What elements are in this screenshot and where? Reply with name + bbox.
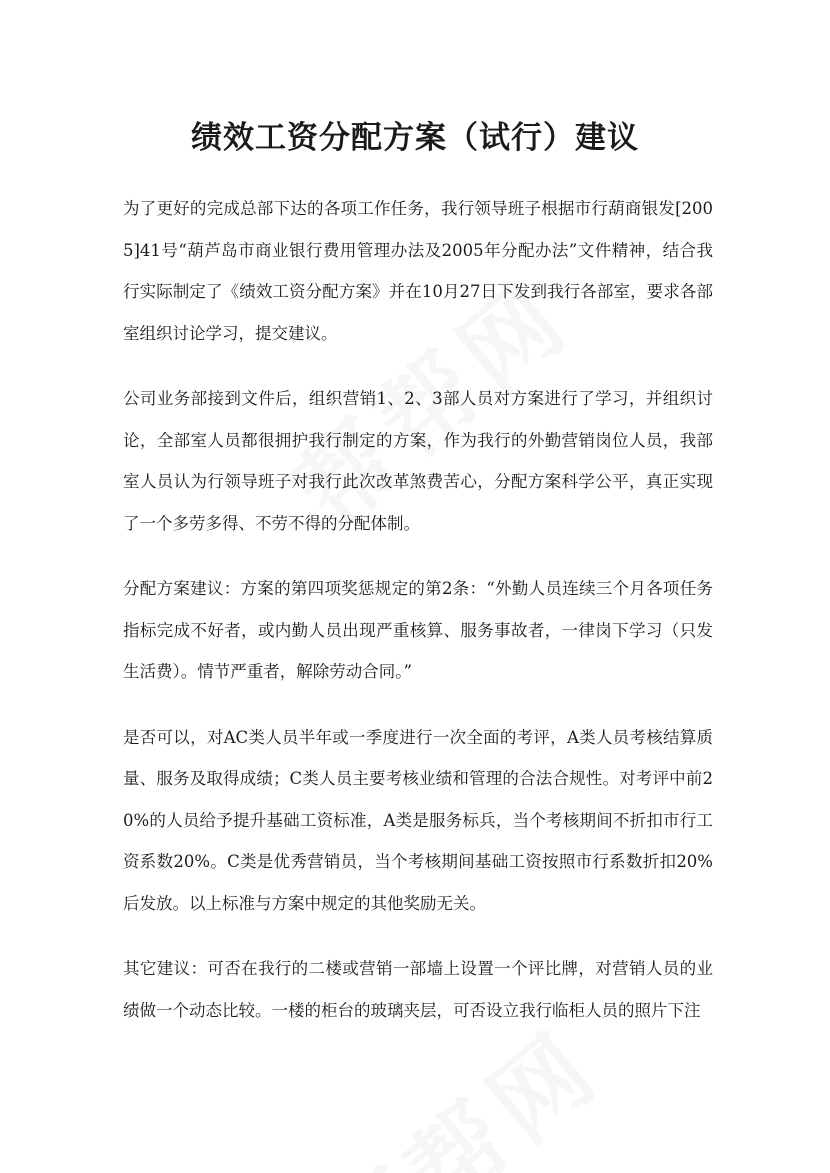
- paragraph-discussion: 公司业务部接到文件后，组织营销1、2、3部人员对方案进行了学习，并组织讨论，全部室人员都很拥护我行制定的方案，作为我行的外勤营销岗位人员，我部室人员认为行领导班子对我行此次改革煞费苦心，分配方案科学公平，真正实现了一个多劳多得、不劳不得的分配体制。: [123, 389, 713, 533]
- document-body: [123, 188, 713, 1055]
- paragraph-distribution-proposal: 分配方案建议：方案的第四项奖惩规定的第2条：“外勤人员连续三个月各项任务指标完成不好者，或内勤人员出现严重核算、服务事故者，一律岗下学习（只发生活费）。情节严重者，解除劳动合同。”: [123, 579, 713, 681]
- paragraph-intro: 为了更好的完成总部下达的各项工作任务，我行领导班子根据市行葫商银发[2005]41号“葫芦岛市商业银行费用管理办法及2005年分配办法”文件精神，结合我行实际制定了《绩效工资分配方案》并在10月27日下发到我行各部室，要求各部室组织讨论学习，提交建议。: [123, 199, 713, 343]
- document-title: 绩效工资分配方案（试行）建议: [191, 120, 639, 156]
- paragraph-other-suggestions: 其它建议：可否在我行的二楼或营销一部墙上设置一个评比牌，对营销人员的业绩做一个动态比较。一楼的柜台的玻璃夹层，可否设立我行临柜人员的照片下注: [123, 959, 713, 1020]
- paragraph-evaluation: 是否可以，对AC类人员半年或一季度进行一次全面的考评，A类人员考核结算质量、服务及取得成绩；C类人员主要考核业绩和管理的合法合规性。对考评中前20%的人员给予提升基础工资标准，A类是服务标兵，当个考核期间不折扣市行工资系数20%。C类是优秀营销员，当个考核期间基础工资按照市行系数折扣20%后发放。以上标准与方案中规定的其他奖励无关。: [123, 727, 713, 913]
